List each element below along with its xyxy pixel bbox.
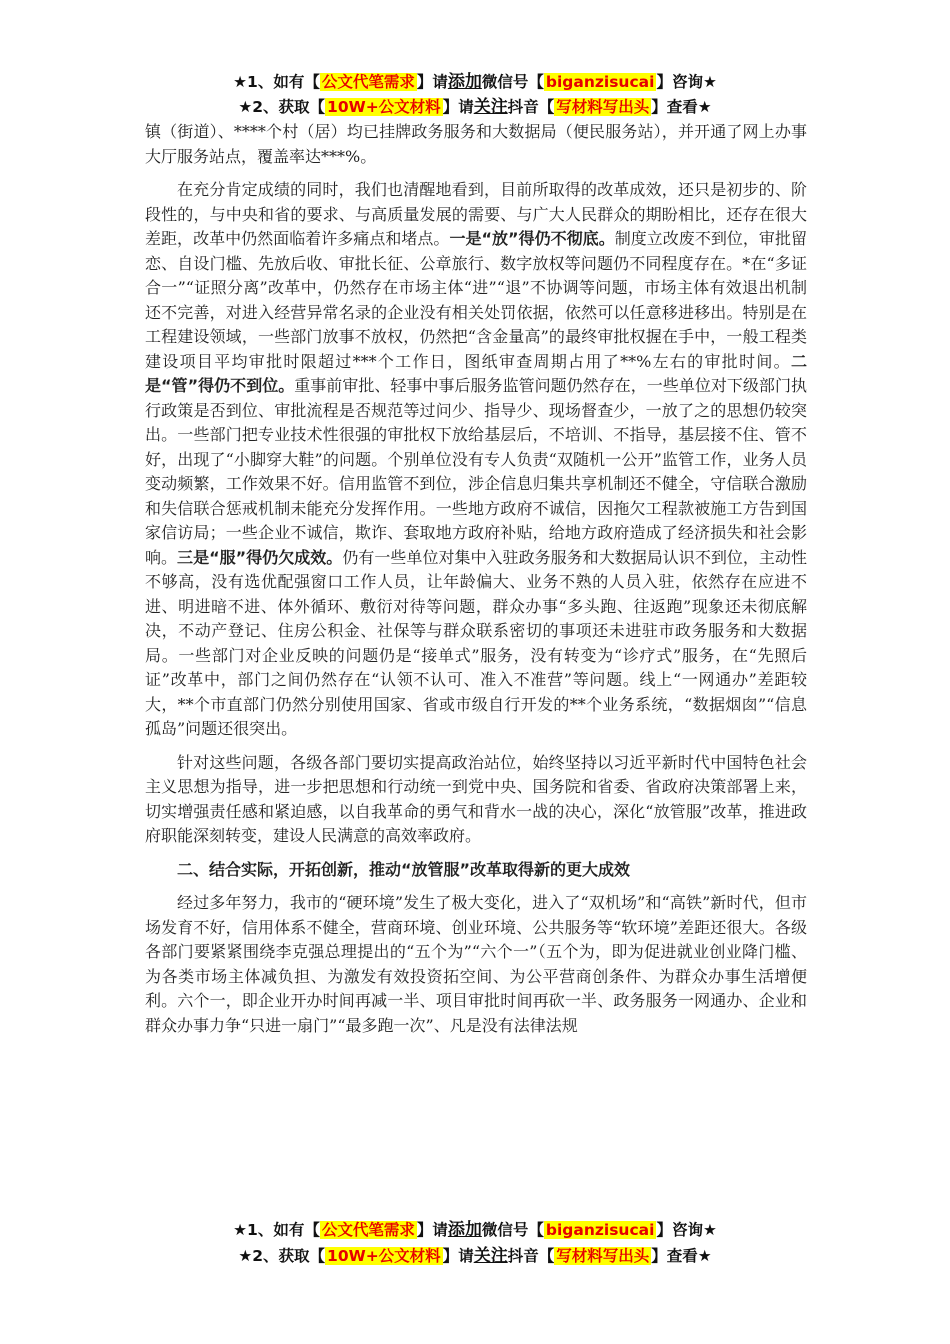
- paragraph: 镇（街道）、****个村（居）均已挂牌政务服务和大数据局（便民服务站），并开通了网上办事大厅服务站点，覆盖率达***%。: [145, 122, 807, 166]
- paragraph-text: 重事前审批、轻事中事后服务监管问题仍然存在，一些单位对下级部门执行政策是否到位、审批流程是否规范等过问少、指导少、现场督查少，一放了之的思想仍较突出。一些部门把专业技术性很强的审批权下放给基层后，不培训、不指导，基层接不住、管不好，出现了“小脚穿大鞋”的问题。个别单位没有专人负责“双随机一公开”监管工作，业务人员变动频繁，工作效果不好。信用监管不到位，涉企信息归集共享机制还不健全，守信联合激励和失信联合惩戒机制未能充分发挥作用。一些地方政府不诚信，因拖欠工程款被施工方告到国家信访局；一些企业不诚信，欺诈、套取地方政府补贴，给地方政府造成了经济损失和社会影响。: [145, 376, 807, 567]
- banner-text: ★2、获取【: [238, 1247, 326, 1265]
- highlight-tag: biganzisucai: [545, 73, 655, 91]
- section-heading: 二、结合实际，开拓创新，推动“放管服”改革取得新的更大成效: [177, 859, 631, 879]
- paragraph-text: 制度立改废不到位，审批留恋、自设门槛、先放后收、审批长征、公章旅行、数字放权等问题仍不同程度存在。*在“多证合一”“证照分离”改革中，仍然存在市场主体“进”“退”不协调等问题，市场主体有效退出机制还不完善，对进入经营异常名录的企业没有相关处罚依据，依然可以任意移进移出。特别是在工程建设领域，一些部门放事不放权，仍然把“含金量高”的最终审批权握在手中，一般工程类建设项目平均审批时限超过***个工作日，图纸审查周期占用了**%左右的审批时间。: [145, 229, 807, 371]
- emphasis-text: 关注: [473, 97, 508, 117]
- bold-lead: 二是“管”得仍不到位。: [145, 351, 807, 395]
- bold-lead: 三是“服”得仍欠成效。: [177, 547, 343, 567]
- highlight-tag: 写材料写出头: [556, 98, 650, 116]
- paragraph: [145, 178, 807, 742]
- promo-banner-top-line1: [0, 70, 950, 94]
- banner-text: 】咨询★: [656, 73, 717, 91]
- banner-text: ★2、获取【: [238, 98, 326, 116]
- highlight-tag: 公文代笔需求: [321, 73, 415, 91]
- banner-text: 】请: [442, 98, 474, 116]
- promo-banner-bottom-line1: [0, 1218, 950, 1242]
- banner-text: 抖音【: [507, 1247, 555, 1265]
- paragraph-text: 仍有一些单位对集中入驻政务服务和大数据局认识不到位，主动性不够高，没有选优配强窗口工作人员，让年龄偏大、业务不熟的人员入驻，依然存在应进不进、明进暗不进、体外循环、敷衍对待等问题，群众办事“多头跑、往返跑”现象还未彻底解决，不动产登记、住房公积金、社保等与群众联系密切的事项还未进驻市政务服务和大数据局。一些部门对企业反映的问题仍是“接单式”服务，没有转变为“诊疗式”服务，在“先照后证”改革中，部门之间仍然存在“认领不认可、准入不准营”等问题。线上“一网通办”差距较大，**个市直部门仍然分别使用国家、省或市级自行开发的**个业务系统，“数据烟囱”“信息孤岛”问题还很突出。: [145, 547, 807, 738]
- highlight-tag: 10W+公文材料: [327, 1247, 441, 1265]
- bold-lead: 一是“放”得仍不彻底。: [449, 229, 615, 248]
- banner-text: 微信号【: [481, 73, 544, 91]
- banner-text: 抖音【: [507, 98, 555, 116]
- banner-text: 】请: [442, 1247, 474, 1265]
- promo-banner-bottom-line2: [0, 1244, 950, 1268]
- banner-text: 】请: [416, 1221, 448, 1239]
- banner-text: 】查看★: [651, 1247, 712, 1265]
- banner-text: 】请: [416, 73, 448, 91]
- emphasis-text: 关注: [473, 1246, 508, 1266]
- paragraph: 针对这些问题，各级各部门要切实提高政治站位，始终坚持以习近平新时代中国特色社会主义思想为指导，进一步把思想和行动统一到党中央、国务院和省委、省政府决策部署上来，切实增强责任感和紧迫感，以自我革命的勇气和背水一战的决心，深化“放管服”改革，推进政府职能深刻转变，建设人民满意的高效率政府。: [145, 752, 807, 845]
- highlight-tag: 写材料写出头: [556, 1247, 650, 1265]
- paragraph: 经过多年努力，我市的“硬环境”发生了极大变化，进入了“双机场”和“高铁”新时代，但市场发育不好，信用体系不健全，营商环境、创业环境、公共服务等“软环境”差距还很大。各级各部门要紧紧围绕李克强总理提出的“五个为”“六个一”（五个为，即为促进就业创业降门槛、为各类市场主体减负担、为激发有效投资拓空间、为公平营商创条件、为群众办事生活增便利。六个一，即企业开办时间再减一半、项目审批时间再砍一半、政务服务一网通办、企业和群众办事力争“只进一扇门”“最多跑一次”、凡是没有法律法规: [145, 893, 807, 1035]
- banner-text: ★1、如有【: [233, 1221, 320, 1239]
- highlight-tag: 10W+公文材料: [327, 98, 441, 116]
- banner-text: 】咨询★: [656, 1221, 717, 1239]
- banner-text: ★1、如有【: [233, 73, 320, 91]
- highlight-tag: 公文代笔需求: [321, 1221, 415, 1239]
- paragraph-text: 在充分肯定成绩的同时，我们也清醒地看到，目前所取得的改革成效，还只是初步的、阶段性的，与中央和省的要求、与高质量发展的需要、与广大人民群众的期盼相比，还存在很大差距，改革中仍然面临着许多痛点和堵点。: [145, 180, 807, 248]
- promo-banner-top-line2: [0, 95, 950, 119]
- banner-text: 微信号【: [481, 1221, 544, 1239]
- emphasis-text: 添加: [447, 1220, 482, 1240]
- document-body: [145, 120, 807, 1047]
- highlight-tag: biganzisucai: [545, 1221, 655, 1239]
- emphasis-text: 添加: [447, 72, 482, 92]
- banner-text: 】查看★: [651, 98, 712, 116]
